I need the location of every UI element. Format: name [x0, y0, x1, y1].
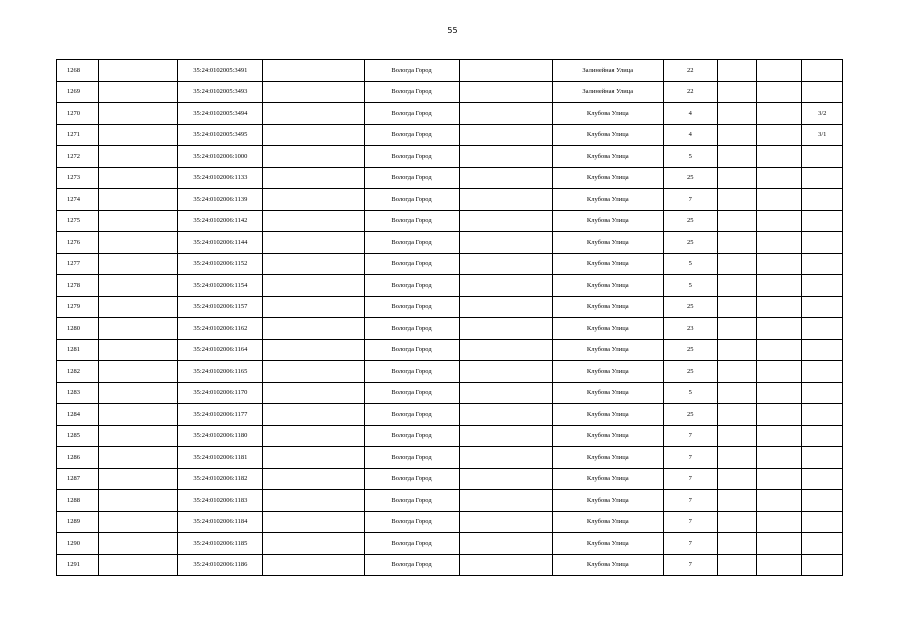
empty-cell	[717, 511, 756, 533]
table-row	[57, 124, 843, 146]
empty-cell	[99, 81, 178, 103]
empty-cell	[459, 210, 552, 232]
street-cell: Клубова Улица	[552, 189, 663, 211]
empty-cell	[263, 146, 364, 168]
locality-cell: Вологда Город	[364, 339, 459, 361]
street-cell: Клубова Улица	[552, 275, 663, 297]
empty-cell	[459, 124, 552, 146]
locality-cell: Вологда Город	[364, 189, 459, 211]
row-number-cell: 1271	[57, 124, 99, 146]
house-number-cell: 5	[663, 382, 717, 404]
empty-cell	[99, 146, 178, 168]
house-number-cell: 7	[663, 189, 717, 211]
empty-cell	[756, 167, 802, 189]
empty-cell	[99, 490, 178, 512]
empty-cell	[459, 296, 552, 318]
house-number-cell: 25	[663, 296, 717, 318]
locality-cell: Вологда Город	[364, 275, 459, 297]
empty-cell	[756, 361, 802, 383]
empty-cell	[459, 167, 552, 189]
building-number-cell	[802, 490, 843, 512]
locality-cell: Вологда Город	[364, 490, 459, 512]
building-number-cell	[802, 146, 843, 168]
empty-cell	[756, 404, 802, 426]
empty-cell	[756, 253, 802, 275]
cadastral-number-cell: 35:24:0102006:1154	[178, 275, 263, 297]
building-number-cell	[802, 425, 843, 447]
empty-cell	[263, 124, 364, 146]
street-cell: Клубова Улица	[552, 296, 663, 318]
empty-cell	[99, 189, 178, 211]
house-number-cell: 4	[663, 124, 717, 146]
house-number-cell: 7	[663, 468, 717, 490]
house-number-cell: 5	[663, 146, 717, 168]
empty-cell	[756, 146, 802, 168]
cadastral-number-cell: 35:24:0102006:1183	[178, 490, 263, 512]
street-cell: Залинейная Улица	[552, 60, 663, 82]
table-row	[57, 253, 843, 275]
cadastral-number-cell: 35:24:0102005:3495	[178, 124, 263, 146]
empty-cell	[263, 275, 364, 297]
locality-cell: Вологда Город	[364, 124, 459, 146]
table-row	[57, 81, 843, 103]
table-row	[57, 210, 843, 232]
empty-cell	[756, 468, 802, 490]
empty-cell	[717, 189, 756, 211]
street-cell: Клубова Улица	[552, 167, 663, 189]
row-number-cell: 1283	[57, 382, 99, 404]
empty-cell	[756, 382, 802, 404]
empty-cell	[756, 232, 802, 254]
table-row	[57, 103, 843, 125]
table-row	[57, 60, 843, 82]
locality-cell: Вологда Город	[364, 554, 459, 576]
empty-cell	[717, 318, 756, 340]
row-number-cell: 1287	[57, 468, 99, 490]
empty-cell	[263, 81, 364, 103]
empty-cell	[263, 318, 364, 340]
empty-cell	[99, 554, 178, 576]
row-number-cell: 1286	[57, 447, 99, 469]
row-number-cell: 1274	[57, 189, 99, 211]
house-number-cell: 7	[663, 490, 717, 512]
street-cell: Клубова Улица	[552, 210, 663, 232]
street-cell: Клубова Улица	[552, 490, 663, 512]
row-number-cell: 1282	[57, 361, 99, 383]
row-number-cell: 1284	[57, 404, 99, 426]
empty-cell	[263, 490, 364, 512]
row-number-cell: 1270	[57, 103, 99, 125]
cadastral-number-cell: 35:24:0102006:1142	[178, 210, 263, 232]
empty-cell	[717, 361, 756, 383]
empty-cell	[459, 146, 552, 168]
table-row	[57, 404, 843, 426]
street-cell: Клубова Улица	[552, 447, 663, 469]
empty-cell	[756, 318, 802, 340]
empty-cell	[263, 382, 364, 404]
cadastral-number-cell: 35:24:0102006:1184	[178, 511, 263, 533]
house-number-cell: 25	[663, 339, 717, 361]
building-number-cell	[802, 554, 843, 576]
row-number-cell: 1289	[57, 511, 99, 533]
cadastral-number-cell: 35:24:0102006:1152	[178, 253, 263, 275]
building-number-cell	[802, 339, 843, 361]
row-number-cell: 1290	[57, 533, 99, 555]
street-cell: Клубова Улица	[552, 232, 663, 254]
locality-cell: Вологда Город	[364, 103, 459, 125]
empty-cell	[99, 511, 178, 533]
empty-cell	[717, 533, 756, 555]
empty-cell	[756, 275, 802, 297]
cadastral-number-cell: 35:24:0102006:1157	[178, 296, 263, 318]
locality-cell: Вологда Город	[364, 382, 459, 404]
empty-cell	[263, 189, 364, 211]
locality-cell: Вологда Город	[364, 60, 459, 82]
locality-cell: Вологда Город	[364, 81, 459, 103]
street-cell: Клубова Улица	[552, 339, 663, 361]
empty-cell	[263, 404, 364, 426]
empty-cell	[263, 533, 364, 555]
table-row	[57, 468, 843, 490]
empty-cell	[717, 253, 756, 275]
house-number-cell: 25	[663, 210, 717, 232]
locality-cell: Вологда Город	[364, 361, 459, 383]
house-number-cell: 7	[663, 447, 717, 469]
house-number-cell: 25	[663, 404, 717, 426]
row-number-cell: 1291	[57, 554, 99, 576]
empty-cell	[717, 296, 756, 318]
house-number-cell: 22	[663, 81, 717, 103]
cadastral-number-cell: 35:24:0102005:3493	[178, 81, 263, 103]
cadastral-number-cell: 35:24:0102006:1170	[178, 382, 263, 404]
empty-cell	[263, 554, 364, 576]
building-number-cell: 3/2	[802, 103, 843, 125]
street-cell: Клубова Улица	[552, 511, 663, 533]
locality-cell: Вологда Город	[364, 511, 459, 533]
empty-cell	[459, 318, 552, 340]
empty-cell	[717, 275, 756, 297]
empty-cell	[717, 60, 756, 82]
empty-cell	[459, 253, 552, 275]
empty-cell	[756, 490, 802, 512]
cadastral-number-cell: 35:24:0102006:1139	[178, 189, 263, 211]
house-number-cell: 25	[663, 167, 717, 189]
empty-cell	[459, 60, 552, 82]
street-cell: Клубова Улица	[552, 253, 663, 275]
empty-cell	[756, 425, 802, 447]
row-number-cell: 1277	[57, 253, 99, 275]
empty-cell	[459, 533, 552, 555]
cadastral-number-cell: 35:24:0102005:3491	[178, 60, 263, 82]
empty-cell	[99, 296, 178, 318]
building-number-cell	[802, 318, 843, 340]
table-row	[57, 167, 843, 189]
street-cell: Клубова Улица	[552, 554, 663, 576]
empty-cell	[756, 533, 802, 555]
house-number-cell: 7	[663, 533, 717, 555]
empty-cell	[459, 425, 552, 447]
empty-cell	[756, 103, 802, 125]
house-number-cell: 5	[663, 275, 717, 297]
page-number: 55	[447, 26, 458, 35]
street-cell: Клубова Улица	[552, 146, 663, 168]
house-number-cell: 5	[663, 253, 717, 275]
building-number-cell	[802, 253, 843, 275]
empty-cell	[756, 554, 802, 576]
empty-cell	[459, 81, 552, 103]
table-row	[57, 554, 843, 576]
locality-cell: Вологда Город	[364, 167, 459, 189]
empty-cell	[99, 60, 178, 82]
row-number-cell: 1288	[57, 490, 99, 512]
empty-cell	[459, 232, 552, 254]
locality-cell: Вологда Город	[364, 232, 459, 254]
street-cell: Клубова Улица	[552, 533, 663, 555]
table-body	[57, 60, 843, 576]
locality-cell: Вологда Город	[364, 210, 459, 232]
table-row	[57, 511, 843, 533]
building-number-cell	[802, 60, 843, 82]
empty-cell	[99, 468, 178, 490]
cadastral-number-cell: 35:24:0102006:1144	[178, 232, 263, 254]
empty-cell	[99, 339, 178, 361]
table-row	[57, 425, 843, 447]
empty-cell	[459, 490, 552, 512]
row-number-cell: 1278	[57, 275, 99, 297]
empty-cell	[263, 210, 364, 232]
empty-cell	[717, 124, 756, 146]
empty-cell	[99, 124, 178, 146]
row-number-cell: 1273	[57, 167, 99, 189]
row-number-cell: 1276	[57, 232, 99, 254]
empty-cell	[756, 60, 802, 82]
empty-cell	[263, 361, 364, 383]
building-number-cell: 3/1	[802, 124, 843, 146]
empty-cell	[717, 167, 756, 189]
locality-cell: Вологда Город	[364, 468, 459, 490]
empty-cell	[756, 296, 802, 318]
locality-cell: Вологда Город	[364, 146, 459, 168]
empty-cell	[717, 146, 756, 168]
row-number-cell: 1275	[57, 210, 99, 232]
empty-cell	[99, 404, 178, 426]
cadastral-number-cell: 35:24:0102006:1162	[178, 318, 263, 340]
cadastral-number-cell: 35:24:0102006:1164	[178, 339, 263, 361]
table-row	[57, 447, 843, 469]
empty-cell	[756, 81, 802, 103]
building-number-cell	[802, 511, 843, 533]
street-cell: Клубова Улица	[552, 382, 663, 404]
building-number-cell	[802, 232, 843, 254]
locality-cell: Вологда Город	[364, 318, 459, 340]
empty-cell	[717, 232, 756, 254]
building-number-cell	[802, 81, 843, 103]
address-registry-table	[56, 59, 843, 576]
cadastral-number-cell: 35:24:0102006:1000	[178, 146, 263, 168]
table-row	[57, 318, 843, 340]
house-number-cell: 7	[663, 511, 717, 533]
street-cell: Клубова Улица	[552, 468, 663, 490]
cadastral-number-cell: 35:24:0102006:1185	[178, 533, 263, 555]
empty-cell	[756, 511, 802, 533]
empty-cell	[459, 189, 552, 211]
building-number-cell	[802, 296, 843, 318]
empty-cell	[263, 511, 364, 533]
street-cell: Залинейная Улица	[552, 81, 663, 103]
street-cell: Клубова Улица	[552, 425, 663, 447]
building-number-cell	[802, 533, 843, 555]
table-row	[57, 146, 843, 168]
empty-cell	[99, 361, 178, 383]
empty-cell	[459, 382, 552, 404]
cadastral-number-cell: 35:24:0102006:1186	[178, 554, 263, 576]
row-number-cell: 1279	[57, 296, 99, 318]
empty-cell	[99, 167, 178, 189]
building-number-cell	[802, 447, 843, 469]
house-number-cell: 7	[663, 425, 717, 447]
empty-cell	[756, 189, 802, 211]
empty-cell	[99, 533, 178, 555]
empty-cell	[756, 339, 802, 361]
empty-cell	[459, 404, 552, 426]
street-cell: Клубова Улица	[552, 124, 663, 146]
empty-cell	[99, 232, 178, 254]
building-number-cell	[802, 167, 843, 189]
empty-cell	[99, 103, 178, 125]
house-number-cell: 4	[663, 103, 717, 125]
building-number-cell	[802, 275, 843, 297]
empty-cell	[459, 468, 552, 490]
empty-cell	[717, 554, 756, 576]
empty-cell	[717, 103, 756, 125]
building-number-cell	[802, 210, 843, 232]
empty-cell	[99, 275, 178, 297]
cadastral-number-cell: 35:24:0102006:1180	[178, 425, 263, 447]
empty-cell	[717, 382, 756, 404]
cadastral-number-cell: 35:24:0102005:3494	[178, 103, 263, 125]
locality-cell: Вологда Город	[364, 253, 459, 275]
empty-cell	[99, 253, 178, 275]
row-number-cell: 1281	[57, 339, 99, 361]
empty-cell	[263, 447, 364, 469]
empty-cell	[717, 425, 756, 447]
empty-cell	[717, 339, 756, 361]
empty-cell	[717, 468, 756, 490]
empty-cell	[263, 296, 364, 318]
house-number-cell: 25	[663, 361, 717, 383]
street-cell: Клубова Улица	[552, 361, 663, 383]
table-row	[57, 382, 843, 404]
cadastral-number-cell: 35:24:0102006:1165	[178, 361, 263, 383]
building-number-cell	[802, 189, 843, 211]
street-cell: Клубова Улица	[552, 318, 663, 340]
empty-cell	[99, 210, 178, 232]
street-cell: Клубова Улица	[552, 103, 663, 125]
table-row	[57, 533, 843, 555]
empty-cell	[263, 339, 364, 361]
cadastral-number-cell: 35:24:0102006:1177	[178, 404, 263, 426]
building-number-cell	[802, 361, 843, 383]
locality-cell: Вологда Город	[364, 447, 459, 469]
empty-cell	[99, 318, 178, 340]
empty-cell	[263, 253, 364, 275]
house-number-cell: 22	[663, 60, 717, 82]
house-number-cell: 23	[663, 318, 717, 340]
empty-cell	[99, 447, 178, 469]
cadastral-number-cell: 35:24:0102006:1133	[178, 167, 263, 189]
empty-cell	[459, 554, 552, 576]
street-cell: Клубова Улица	[552, 404, 663, 426]
building-number-cell	[802, 382, 843, 404]
table-row	[57, 339, 843, 361]
row-number-cell: 1272	[57, 146, 99, 168]
empty-cell	[99, 382, 178, 404]
empty-cell	[459, 511, 552, 533]
row-number-cell: 1268	[57, 60, 99, 82]
row-number-cell: 1269	[57, 81, 99, 103]
locality-cell: Вологда Город	[364, 404, 459, 426]
table-row	[57, 189, 843, 211]
empty-cell	[263, 468, 364, 490]
locality-cell: Вологда Город	[364, 296, 459, 318]
empty-cell	[459, 447, 552, 469]
table-row	[57, 232, 843, 254]
empty-cell	[263, 232, 364, 254]
row-number-cell: 1280	[57, 318, 99, 340]
empty-cell	[756, 447, 802, 469]
row-number-cell: 1285	[57, 425, 99, 447]
table-row	[57, 361, 843, 383]
empty-cell	[263, 425, 364, 447]
empty-cell	[263, 167, 364, 189]
house-number-cell: 25	[663, 232, 717, 254]
empty-cell	[459, 103, 552, 125]
empty-cell	[717, 447, 756, 469]
building-number-cell	[802, 468, 843, 490]
cadastral-number-cell: 35:24:0102006:1181	[178, 447, 263, 469]
table-row	[57, 275, 843, 297]
empty-cell	[99, 425, 178, 447]
empty-cell	[756, 210, 802, 232]
empty-cell	[459, 361, 552, 383]
empty-cell	[717, 490, 756, 512]
empty-cell	[756, 124, 802, 146]
building-number-cell	[802, 404, 843, 426]
table-row	[57, 296, 843, 318]
empty-cell	[263, 60, 364, 82]
empty-cell	[717, 210, 756, 232]
empty-cell	[717, 81, 756, 103]
empty-cell	[459, 339, 552, 361]
empty-cell	[717, 404, 756, 426]
empty-cell	[263, 103, 364, 125]
cadastral-number-cell: 35:24:0102006:1182	[178, 468, 263, 490]
table-row	[57, 490, 843, 512]
locality-cell: Вологда Город	[364, 425, 459, 447]
house-number-cell: 7	[663, 554, 717, 576]
empty-cell	[459, 275, 552, 297]
locality-cell: Вологда Город	[364, 533, 459, 555]
